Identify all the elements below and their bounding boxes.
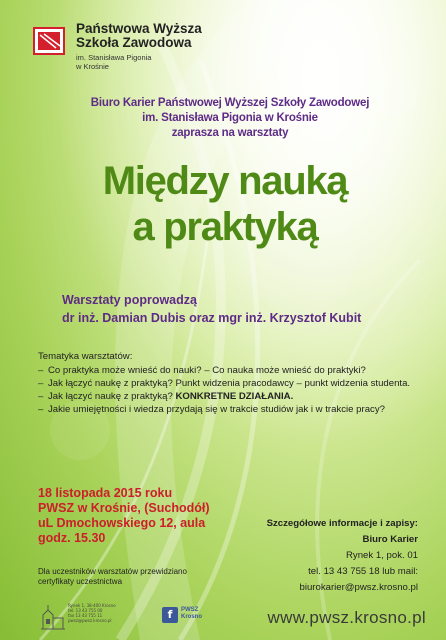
contact-office: Biuro Karier <box>362 534 418 545</box>
book-logo-icon <box>30 22 70 62</box>
facebook-label-line2: Krosno <box>181 614 202 620</box>
school-name-line1: Państwowa Wyższa <box>76 21 202 36</box>
contact-room: Rynek 1, pok. 01 <box>346 550 418 561</box>
event-address: uL Dmochowskiego 12, aula <box>38 516 206 530</box>
list-item-text: Jak łączyć naukę z praktyką? <box>48 391 176 402</box>
event-place: PWSZ w Krośnie, (Suchodół) <box>38 501 210 515</box>
list-item <box>38 391 428 403</box>
topics-list <box>38 365 428 417</box>
speakers-intro: Warsztaty poprowadzą <box>62 293 197 307</box>
school-subname <box>76 54 256 71</box>
website-url[interactable]: www.pwsz.krosno.pl <box>267 608 426 627</box>
page-title <box>40 158 410 250</box>
topics-heading: Tematyka warsztatów: <box>38 351 133 362</box>
event-date: 18 listopada 2015 roku <box>38 486 173 500</box>
title-line1: Między nauką <box>102 159 348 203</box>
footer-address-line: fax 13 43 755 11 <box>68 613 103 618</box>
organizer-line1: Biuro Karier Państwowej Wyższej Szkoły Zawodowej <box>90 97 370 109</box>
footer-address-line: Rynek 1, 38-400 Krosno <box>68 603 116 608</box>
footer-address-line: tel. 13 43 755 00 <box>68 608 103 613</box>
list-item-emphasis: KONKRETNE DZIAŁANIA. <box>175 391 294 402</box>
title-line2: a praktyką <box>132 205 318 249</box>
event-time: godz. 15.30 <box>38 531 106 545</box>
school-subname-line2: w Krośnie <box>76 61 109 71</box>
contact-phone: tel. 13 43 755 18 lub mail: <box>308 566 418 577</box>
school-name <box>76 22 256 50</box>
list-item: – Jakie umiejętności i wiedza przydają się w trakcie studiów jak i w trakcie pracy? <box>38 404 428 416</box>
building-logo-icon <box>40 603 66 631</box>
footer-address-line: pwsz@pwsz.krosno.pl <box>68 618 112 623</box>
contact-email[interactable]: biurokarier@pwsz.krosno.pl <box>299 582 418 593</box>
speakers-names: dr inż. Damian Dubis oraz mgr inż. Krzysztof Kubit <box>62 311 362 325</box>
footer-address <box>68 603 130 623</box>
certificates-note <box>38 567 208 587</box>
contact-label: Szczegółowe informacje i zapisy: <box>266 518 418 529</box>
school-name-line2: Szkoła Zawodowa <box>76 35 192 50</box>
certificates-line2: certyfikaty uczestnictwa <box>38 577 123 586</box>
list-item: – Jak łączyć naukę z praktyką? Punkt widzenia pracodawcy – punkt widzenia studenta. <box>38 378 428 390</box>
organizer <box>40 96 420 141</box>
facebook-label[interactable] <box>181 607 221 621</box>
facebook-icon[interactable]: f <box>162 607 178 623</box>
certificates-line1: Dla uczestników warsztatów przewidziano <box>38 567 187 576</box>
facebook-label-line1: PWSZ <box>181 607 199 613</box>
organizer-line2: im. Stanisława Pigonia w Krośnie <box>142 112 318 124</box>
contact-block <box>228 516 418 596</box>
organizer-line3: zaprasza na warsztaty <box>171 127 289 139</box>
school-subname-line1: im. Stanisława Pigonia <box>76 53 152 62</box>
list-item: – Co praktyka może wnieść do nauki? – Co nauka może wnieść do praktyki? <box>38 365 428 377</box>
